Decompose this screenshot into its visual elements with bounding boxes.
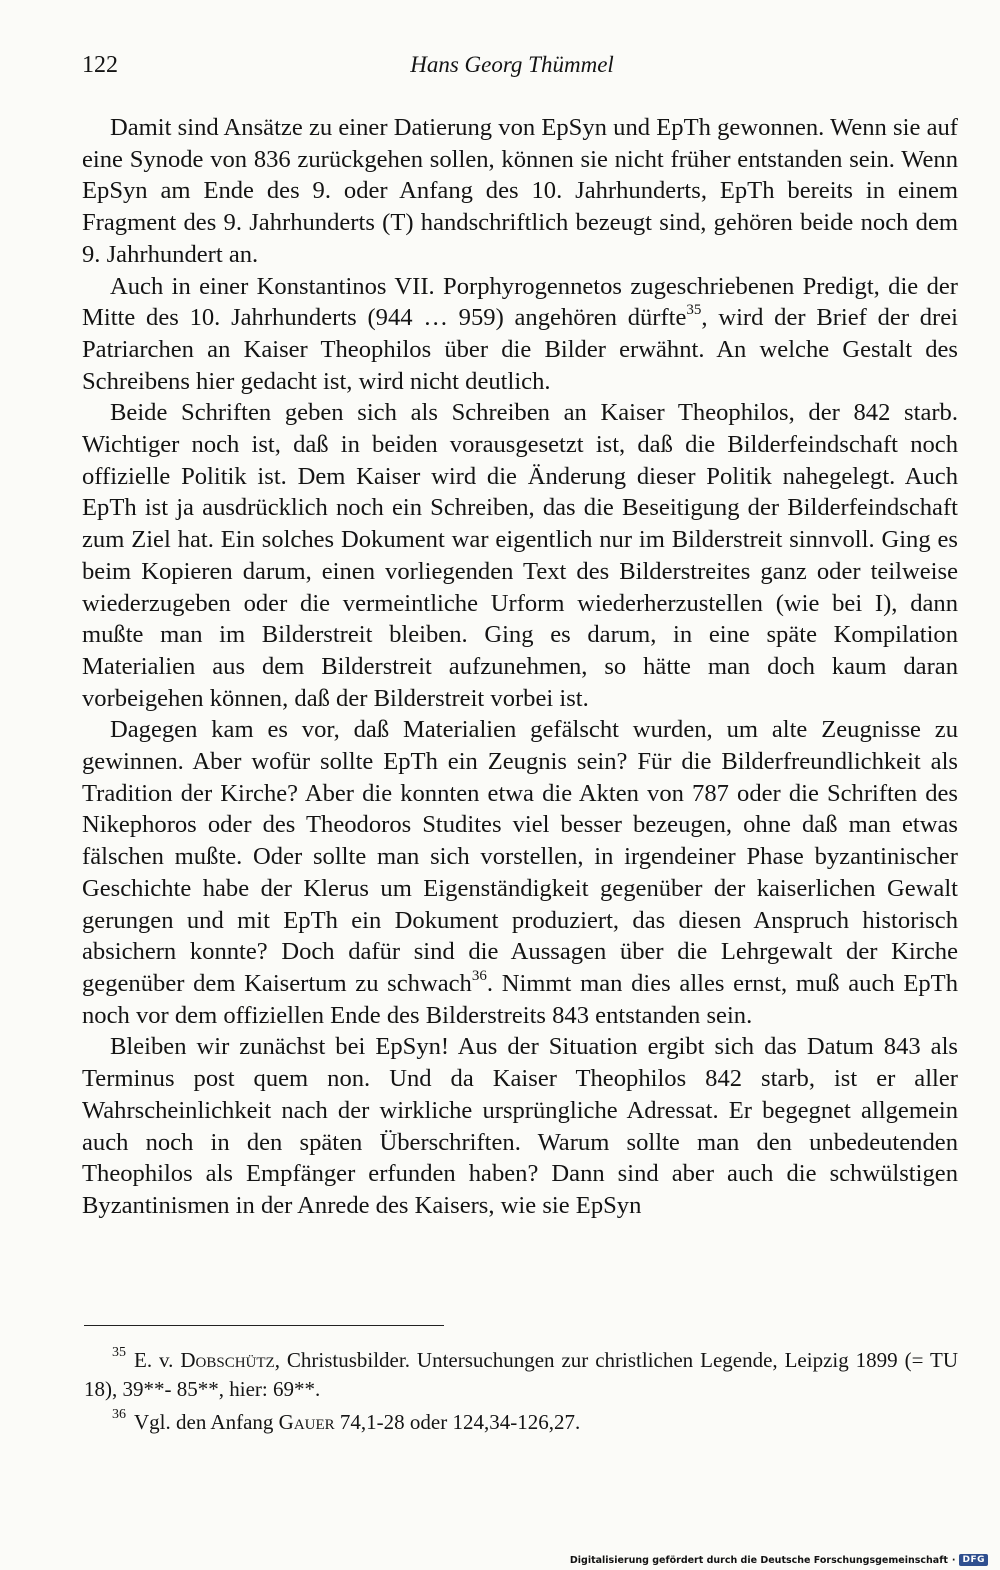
footnote-36-text: 74,1-28 oder 124,34-126,27. xyxy=(334,1410,581,1434)
footnote-35-prefix: E. v. xyxy=(134,1348,181,1372)
paragraph-2 xyxy=(82,271,958,398)
page-number: 122 xyxy=(82,52,118,78)
paragraph-3-text: Beide Schriften geben sich als Schreiben an Kaiser Theophilos, der 842 starb. Wichtiger noch ist, daß in beiden vorausgesetzt ist, daß die Bilderfeindschaft noch offizielle Politik ist. Dem Kaiser wird die Änderung dieser Politik nahegelegt. Auch EpTh ist ja ausdrücklich noch ein Schreiben, das die Beseitigung der Bilderfeindschaft zum Ziel hat. Ein solches Dokument war eigentlich nur im Bilderstreit sinnvoll. Ging es beim Kopieren darum, einen vorliegenden Text des Bilderstreites ganz oder teilweise wiederzugeben oder die vermeintliche Urform wiederherzustellen (wie bei I), dann mußte man im Bilderstreit bleiben. Ging es darum, in eine späte Kompilation Materialien aus dem Bilderstreit aufzunehmen, so hätte man doch kaum daran vorbeigehen können, daß der Bilderstreit vorbei ist. xyxy=(82,399,958,712)
footnote-divider xyxy=(84,1325,444,1326)
paragraph-4-text-b: . Nimmt man dies alles ernst, muß auch EpTh noch vor dem offiziellen Ende des Bilderstreits 843 entstanden sein. xyxy=(82,969,958,1029)
footnote-35-mark: 35 xyxy=(112,1345,126,1360)
footnote-36-prefix: Vgl. den Anfang xyxy=(134,1410,279,1434)
body-text xyxy=(82,112,958,1222)
paragraph-2-text-a: Auch in einer Konstantinos VII. Porphyrogennetos zugeschriebenen Predigt, die der Mitte des 10. Jahrhunderts (944 … 959) angehören dürfte xyxy=(82,272,958,332)
paragraph-4-text-a: Dagegen kam es vor, daß Materialien gefälscht wurden, um alte Zeugnisse zu gewinnen. Aber wofür sollte EpTh ein Zeugnis sein? Für die Bilderfreundlichkeit als Tradition der Kirche? Aber die konnten etwa die Akten von 787 oder die Schriften des Nikephoros oder des Theodoros Studites viel besser bezeugen, ohne daß man etwas fälschen mußte. Oder sollte man sich vorstellen, in irgendeiner Phase byzantinischer Geschichte habe der Klerus um Eigenständigkeit gegenüber der kaiserlichen Gewalt gerungen und mit EpTh ein Dokument produziert, das diesen Anspruch historisch absichern konnte? Doch dafür sind die Aussagen über die Lehrgewalt der Kirche gegenüber dem Kaisertum zu schwach xyxy=(82,716,958,997)
digitization-credit: Digitalisierung gefördert durch die Deutsche Forschungsgemeinschaft · DFG xyxy=(570,1554,988,1566)
footnote-36-author: Gauer xyxy=(278,1410,335,1434)
footnote-35-author: Dobschütz xyxy=(180,1348,275,1372)
footnote-35-text: , Christusbilder. Untersuchungen zur christlichen Legende, Leipzig 1899 (= TU 18), 39**- 85**, hier: 69**. xyxy=(84,1348,958,1401)
paragraph-1 xyxy=(82,112,958,271)
page-header xyxy=(82,52,942,86)
paragraph-5 xyxy=(82,1031,958,1221)
footnotes xyxy=(84,1346,958,1437)
dfg-logo-icon: DFG xyxy=(959,1554,988,1566)
credit-text: Digitalisierung gefördert durch die Deutsche Forschungsgemeinschaft xyxy=(569,1554,948,1566)
running-head: Hans Georg Thümmel xyxy=(410,52,614,77)
footnote-ref-35[interactable]: 35 xyxy=(686,302,702,319)
paragraph-2-text-b: , wird der Brief der drei Patriarchen an Kaiser Theophilos über die Bilder erwähnt. An welche Gestalt des Schreibens hier gedacht ist, wird nicht deutlich. xyxy=(82,304,958,395)
paragraph-3 xyxy=(82,397,958,714)
footnote-ref-36[interactable]: 36 xyxy=(471,967,487,984)
footnote-36-mark: 36 xyxy=(112,1407,126,1422)
footnote-35 xyxy=(84,1346,958,1404)
footnote-36 xyxy=(84,1408,958,1437)
paragraph-5-text: Bleiben wir zunächst bei EpSyn! Aus der Situation ergibt sich das Datum 843 als Terminus post quem non. Und da Kaiser Theophilos 842 starb, ist er aller Wahrscheinlichkeit nach der wirkliche ursprüngliche Adressat. Er begegnet allgemein auch noch in den späten Überschriften. Warum sollte man den unbedeutenden Theophilos als Empfänger erfunden haben? Dann sind aber auch die schwülstigen Byzantinismen in der Anrede des Kaisers, wie sie EpSyn xyxy=(82,1033,958,1219)
paragraph-4 xyxy=(82,714,958,1031)
paragraph-1-text: Damit sind Ansätze zu einer Datierung von EpSyn und EpTh gewonnen. Wenn sie auf eine Synode von 836 zurückgehen sollen, können sie nicht früher entstanden sein. Wenn EpSyn am Ende des 9. oder Anfang des 10. Jahrhunderts, EpTh bereits in einem Fragment des 9. Jahrhunderts (T) handschriftlich bezeugt sind, gehören beide noch dem 9. Jahrhundert an. xyxy=(82,114,958,268)
